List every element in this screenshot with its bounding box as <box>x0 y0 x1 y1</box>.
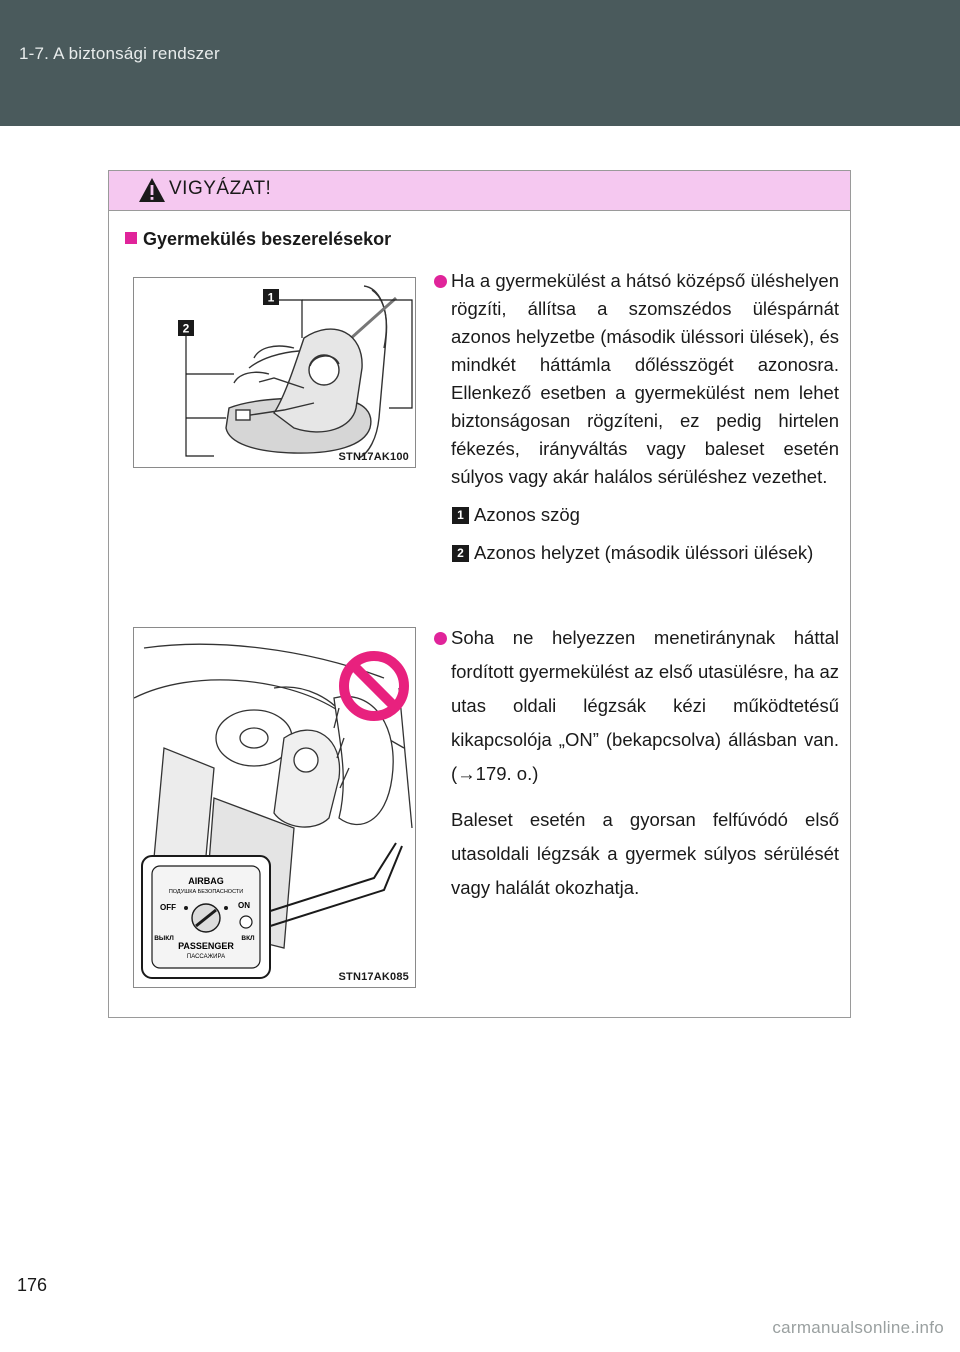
warning-title: VIGYÁZAT! <box>169 178 272 199</box>
page-header <box>0 0 960 126</box>
svg-text:ПАССАЖИРА: ПАССАЖИРА <box>186 954 226 960</box>
svg-text:AIRBAG: AIRBAG <box>188 876 224 886</box>
number-badge: 1 <box>452 507 469 524</box>
airbag-switch-panel <box>142 856 270 978</box>
numbered-item-text: Azonos helyzet (második üléssori ülések) <box>474 542 814 563</box>
figure-code: STN17AK085 <box>338 971 409 983</box>
warning-box <box>108 170 851 1018</box>
svg-text:2: 2 <box>182 321 190 336</box>
svg-text:ВКЛ: ВКЛ <box>241 935 255 942</box>
watermark: carmanualsonline.info <box>772 1318 944 1337</box>
page-number: 176 <box>17 1275 48 1295</box>
numbered-item <box>434 501 839 529</box>
airbag-illustration <box>134 628 415 987</box>
number-badge: 2 <box>452 545 469 562</box>
bullet-dot-icon <box>434 632 447 645</box>
figure-code: STN17AK100 <box>338 451 409 463</box>
svg-text:PASSENGER: PASSENGER <box>178 941 234 951</box>
svg-text:ВЫКЛ: ВЫКЛ <box>154 935 174 942</box>
section-heading <box>125 229 391 250</box>
chapter-title: 1-7. A biztonsági rendszer <box>19 44 220 63</box>
sub-paragraph: Baleset esetén a gyorsan felfúvódó első utasoldali légzsák a gyermek súlyos sérülését vagy halálát okozhatja. <box>451 809 839 898</box>
svg-text:OFF: OFF <box>160 903 176 912</box>
square-bullet-icon <box>125 232 137 244</box>
bullet-paragraph <box>434 267 839 491</box>
figure-child-seat-rear <box>133 277 416 468</box>
bullet-text: Ha a gyermekülést a hátsó középső üléshelyen rögzíti, állítsa a szomszédos üléspárnát azonos helyzetbe (második üléssori ülések), és mindkét háttámla dőlésszögét azonosra. Ellenkező esetben a gyermekülést nem lehet biztonságosan rögzíteni, ez pedig hirtelen fékezés, irányváltás vagy baleset esetén súlyos vagy akár halálos sérüléshez vezethet. <box>451 270 839 487</box>
bullet-dot-icon <box>434 275 447 288</box>
warning-triangle-icon <box>138 177 166 203</box>
numbered-item-text: Azonos szög <box>474 504 580 525</box>
warning-header <box>109 171 850 211</box>
numbered-item <box>434 539 839 567</box>
svg-text:1: 1 <box>267 290 275 305</box>
text-column-2 <box>434 621 839 905</box>
text-column-1 <box>434 267 839 567</box>
section-heading-text: Gyermekülés beszerelésekor <box>143 229 392 249</box>
svg-text:ПОДУШКА БЕЗОПАСНОСТИ: ПОДУШКА БЕЗОПАСНОСТИ <box>168 889 244 895</box>
bullet-paragraph <box>434 621 839 791</box>
figure-airbag-warning <box>133 627 416 988</box>
svg-text:ON: ON <box>238 901 250 910</box>
bullet-text: Soha ne helyezzen menetiránynak háttal fordított gyermekülést az első utasülésre, ha az utas oldali légzsák kézi működtetésű kikapcsolója „ON” (bekapcsolva) állásban van. (→179. o.) <box>451 627 839 784</box>
child-seat-illustration <box>134 278 415 467</box>
